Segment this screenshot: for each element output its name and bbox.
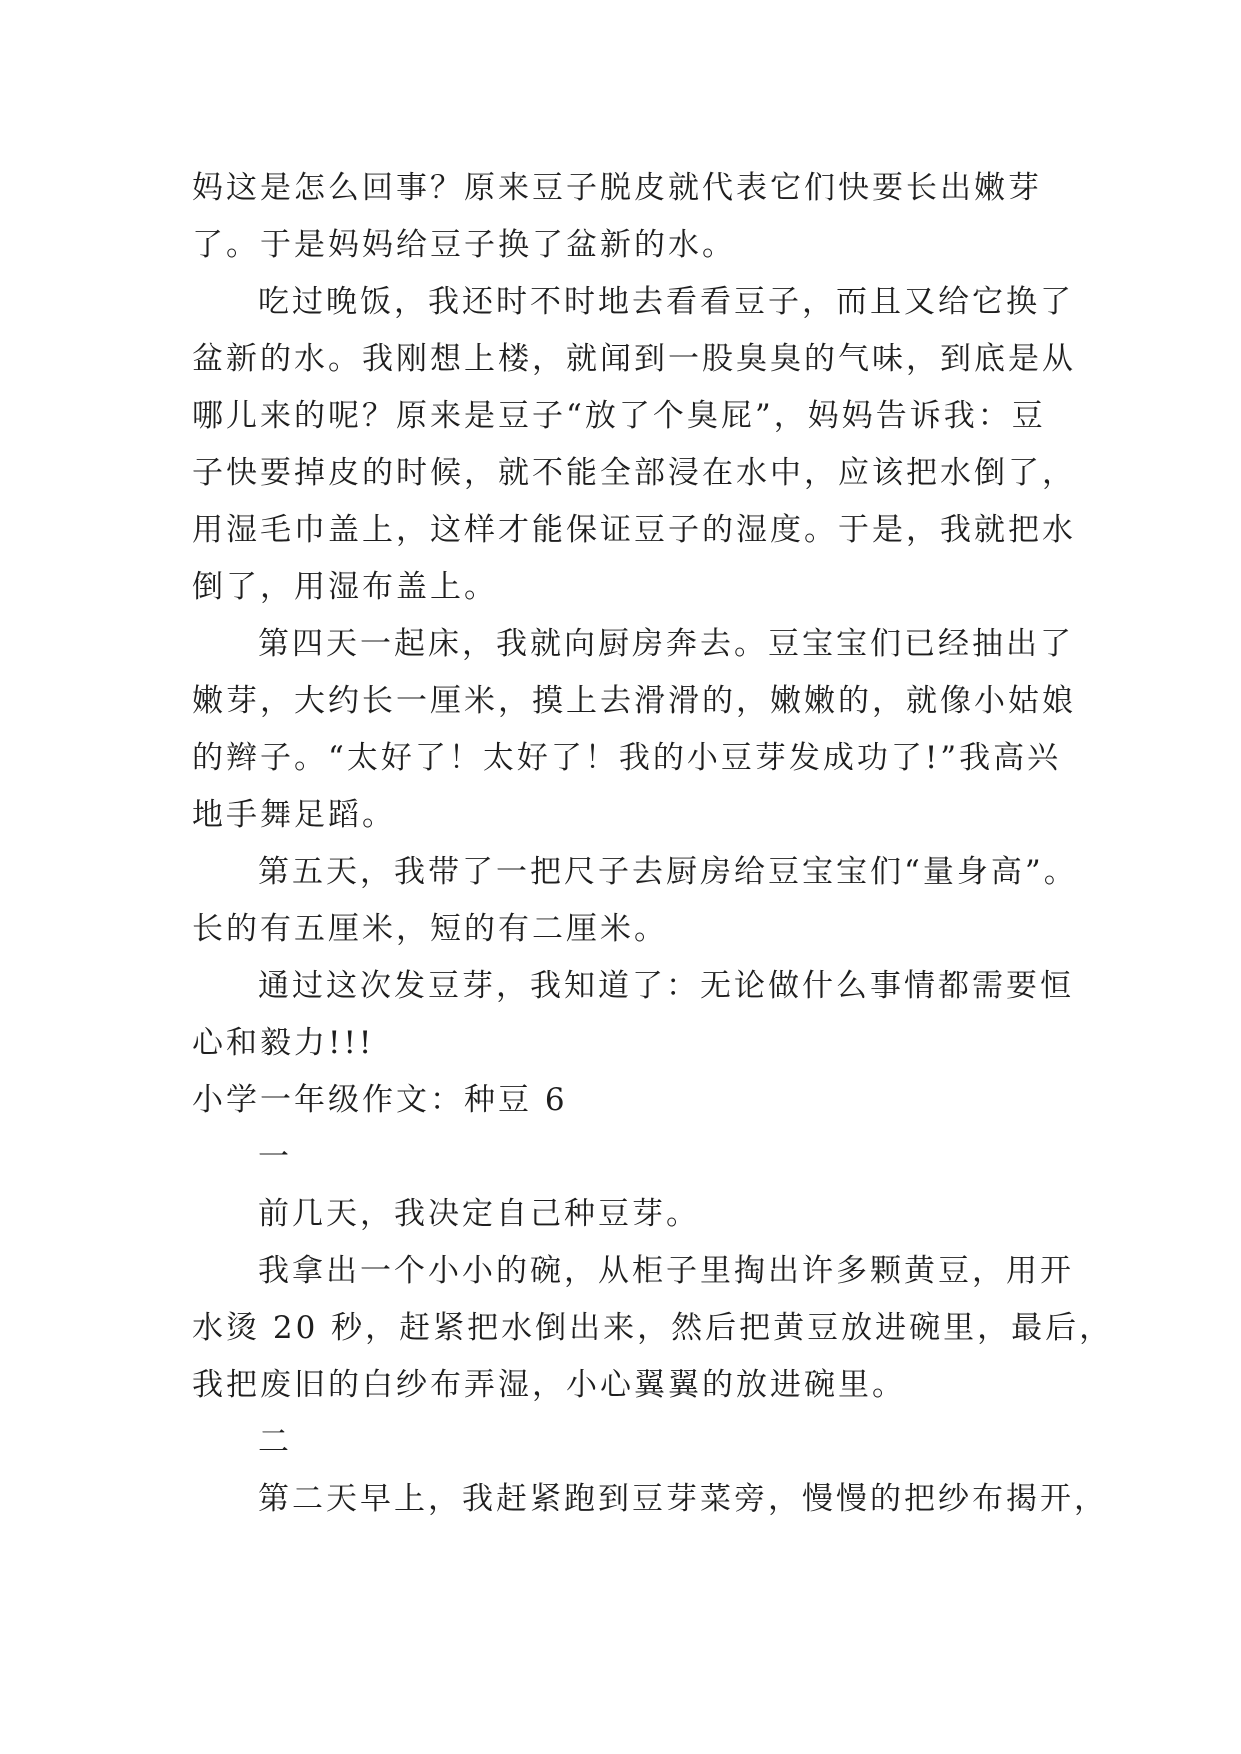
- text-line: 了。于是妈妈给豆子换了盆新的水。: [192, 227, 736, 263]
- text-line: 哪儿来的呢？原来是豆子“放了个臭屁”，妈妈告诉我：豆: [192, 398, 1046, 434]
- text-line: 二: [258, 1424, 292, 1460]
- text-line: 盆新的水。我刚想上楼，就闻到一股臭臭的气味，到底是从: [192, 341, 1076, 377]
- text-line: 第四天一起床，我就向厨房奔去。豆宝宝们已经抽出了: [258, 626, 1074, 662]
- text-line: 第二天早上，我赶紧跑到豆芽菜旁，慢慢的把纱布揭开，: [258, 1481, 1108, 1517]
- text-line: 长的有五厘米，短的有二厘米。: [192, 911, 668, 947]
- document-body: [192, 160, 1114, 1528]
- text-line: 妈这是怎么回事？原来豆子脱皮就代表它们快要长出嫩芽: [192, 170, 1042, 206]
- text-line: 的辫子。“太好了！太好了！我的小豆芽发成功了!”我高兴: [192, 740, 1062, 776]
- text-line: 通过这次发豆芽，我知道了：无论做什么事情都需要恒: [258, 968, 1074, 1004]
- text-line: 吃过晚饭，我还时不时地去看看豆子，而且又给它换了: [258, 284, 1074, 320]
- text-line: 用湿毛巾盖上，这样才能保证豆子的湿度。于是，我就把水: [192, 512, 1076, 548]
- text-line: 前几天，我决定自己种豆芽。: [258, 1196, 700, 1232]
- text-line: 我把废旧的白纱布弄湿，小心翼翼的放进碗里。: [192, 1367, 906, 1403]
- text-line: 子快要掉皮的时候，就不能全部浸在水中，应该把水倒了，: [192, 455, 1076, 491]
- text-line: 小学一年级作文：种豆 6: [192, 1082, 568, 1118]
- text-line: 一: [258, 1139, 292, 1175]
- text-line: 心和毅力!!!: [192, 1025, 375, 1061]
- text-line: 水烫 20 秒，赶紧把水倒出来，然后把黄豆放进碗里，最后，: [192, 1310, 1114, 1346]
- text-line: 倒了，用湿布盖上。: [192, 569, 498, 605]
- text-line: 第五天，我带了一把尺子去厨房给豆宝宝们“量身高”。: [258, 854, 1078, 890]
- text-line: 嫩芽，大约长一厘米，摸上去滑滑的，嫩嫩的，就像小姑娘: [192, 683, 1076, 719]
- text-line: 我拿出一个小小的碗，从柜子里掏出许多颗黄豆，用开: [258, 1253, 1074, 1289]
- text-line: 地手舞足蹈。: [192, 797, 396, 833]
